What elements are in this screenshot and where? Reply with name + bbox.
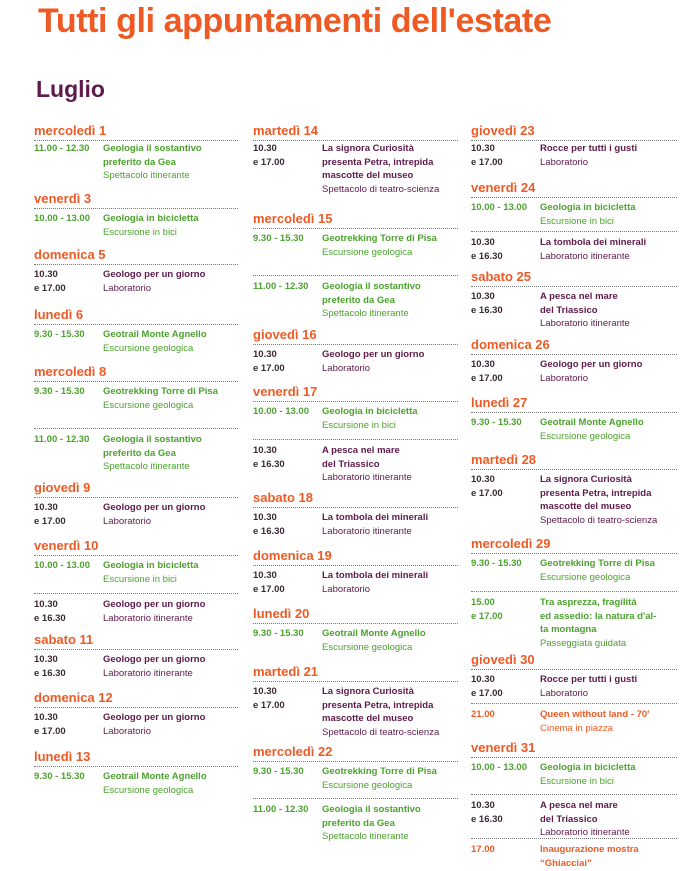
event-type: Escursione in bici bbox=[322, 419, 396, 431]
day-heading: martedì 21 bbox=[253, 665, 458, 682]
event-time: 10.30 e 17.00 bbox=[34, 712, 66, 737]
event-type: Laboratorio bbox=[322, 362, 371, 374]
event-time: 11.00 - 12.30 bbox=[34, 434, 90, 445]
day-venerdi-24 bbox=[471, 180, 677, 262]
event-entry bbox=[471, 231, 677, 262]
event-entry bbox=[34, 593, 238, 624]
event-time: 10.30 e 17.00 bbox=[471, 674, 503, 699]
day-heading: lunedì 20 bbox=[253, 607, 458, 624]
event-time: 10.30 e 17.00 bbox=[253, 349, 285, 374]
event-type: Escursione geologica bbox=[103, 342, 194, 354]
event-title: Geologia in bicicletta bbox=[103, 213, 199, 224]
event-time: 10.30 e 17.00 bbox=[34, 269, 66, 294]
day-domenica-26 bbox=[471, 337, 677, 384]
day-heading: mercoledì 15 bbox=[253, 212, 458, 229]
event-time: 10.30 e 16.30 bbox=[471, 237, 503, 262]
day-domenica-19 bbox=[253, 548, 458, 595]
event-type: Laboratorio bbox=[103, 282, 152, 294]
event-title: Queen without land - 70' bbox=[540, 709, 650, 720]
event-title: Geologia il sostantivo preferito da Gea bbox=[103, 143, 202, 168]
event-entry bbox=[253, 798, 458, 842]
event-type: Laboratorio bbox=[322, 583, 371, 595]
event-title: Geotrail Monte Agnello bbox=[322, 628, 426, 639]
event-title: Geotrekking Torre di Pisa bbox=[103, 386, 218, 397]
day-heading: sabato 18 bbox=[253, 491, 458, 508]
day-lunedi-27 bbox=[471, 395, 677, 442]
day-heading: martedì 28 bbox=[471, 453, 677, 470]
event-type: Spettacolo itinerante bbox=[103, 461, 190, 472]
event-time: 10.30 e 17.00 bbox=[253, 143, 285, 168]
event-type: Spettacolo itinerante bbox=[322, 831, 409, 842]
event-entry bbox=[34, 428, 238, 472]
event-title: Geotrekking Torre di Pisa bbox=[322, 766, 437, 777]
day-lunedi-13 bbox=[34, 749, 238, 796]
page-title: Tutti gli appuntamenti dell'estate bbox=[38, 2, 552, 40]
event-type: Laboratorio itinerante bbox=[540, 827, 630, 838]
event-type: Laboratorio bbox=[540, 156, 589, 168]
event-type: Laboratorio itinerante bbox=[103, 667, 193, 679]
event-time: 9.30 - 15.30 bbox=[34, 771, 85, 782]
event-type: Laboratorio bbox=[103, 725, 152, 737]
event-time: 9.30 - 15.30 bbox=[471, 417, 522, 428]
event-title: Geologo per un giorno bbox=[103, 502, 206, 513]
day-mercoledi-29 bbox=[471, 536, 677, 649]
event-type: Spettacolo di teatro-scienza bbox=[540, 514, 658, 526]
day-venerdi-17 bbox=[253, 384, 458, 483]
event-title: Geologo per un giorno bbox=[540, 359, 643, 370]
event-title: Geologo per un giorno bbox=[322, 349, 425, 360]
day-heading: mercoledì 1 bbox=[34, 124, 238, 141]
day-giovedi-30 bbox=[471, 652, 677, 734]
event-type: Escursione geologica bbox=[103, 784, 194, 796]
event-type: Spettacolo di teatro-scienza bbox=[322, 726, 440, 738]
day-heading: mercoledì 29 bbox=[471, 537, 677, 554]
day-heading: domenica 5 bbox=[34, 248, 238, 265]
event-time: 10.30 e 17.00 bbox=[34, 502, 66, 527]
day-mercoledi-22 bbox=[253, 744, 458, 842]
day-martedi-14 bbox=[253, 123, 458, 195]
event-title: La tombola dei minerali bbox=[540, 237, 647, 248]
day-heading: martedì 14 bbox=[253, 124, 458, 141]
event-time: 10.30 e 17.00 bbox=[471, 359, 503, 384]
event-title: Geologia il sostantivo preferito da Gea bbox=[322, 281, 421, 306]
event-title: Geotrail Monte Agnello bbox=[103, 329, 207, 340]
day-sabato-18 bbox=[253, 490, 458, 537]
event-time: 10.30 e 17.00 bbox=[253, 686, 285, 711]
day-heading: venerdì 3 bbox=[34, 192, 238, 209]
event-type: Passeggiata guidata bbox=[540, 637, 627, 649]
day-lunedi-6 bbox=[34, 307, 238, 354]
month-heading: Luglio bbox=[36, 76, 105, 102]
event-title: Geologo per un giorno bbox=[103, 599, 206, 610]
event-time: 9.30 - 15.30 bbox=[34, 386, 85, 397]
event-title: La signora Curiosità presenta Petra, intrepida mascotte del museo bbox=[322, 686, 434, 724]
event-title: Geotrekking Torre di Pisa bbox=[322, 233, 437, 244]
event-type: Escursione geologica bbox=[103, 399, 194, 411]
event-type: Laboratorio itinerante bbox=[322, 472, 412, 483]
day-heading: mercoledì 22 bbox=[253, 745, 458, 762]
day-mercoledi-1 bbox=[34, 123, 238, 181]
event-title: Geologia in bicicletta bbox=[103, 560, 199, 571]
event-title: Geologia in bicicletta bbox=[322, 406, 418, 417]
event-type: Escursione in bici bbox=[540, 775, 614, 787]
event-title: Geotrail Monte Agnello bbox=[540, 417, 644, 428]
day-heading: sabato 25 bbox=[471, 270, 677, 287]
event-title: Geologo per un giorno bbox=[103, 654, 206, 665]
day-heading: venerdì 24 bbox=[471, 181, 677, 198]
day-venerdi-3 bbox=[34, 191, 238, 238]
day-lunedi-20 bbox=[253, 606, 458, 653]
event-time: 10.30 e 17.00 bbox=[471, 143, 503, 168]
day-heading: giovedì 9 bbox=[34, 481, 238, 498]
event-time: 11.00 - 12.30 bbox=[253, 804, 309, 815]
event-entry bbox=[471, 703, 677, 734]
event-type: Laboratorio itinerante bbox=[322, 525, 412, 537]
day-sabato-11 bbox=[34, 632, 238, 679]
event-time: 10.00 - 13.00 bbox=[34, 213, 90, 224]
event-title: A pesca nel mare del Triassico bbox=[540, 800, 618, 825]
event-title: Geotrekking Torre di Pisa bbox=[540, 558, 655, 569]
event-time: 10.30 e 16.30 bbox=[253, 512, 285, 537]
event-entry bbox=[253, 439, 458, 483]
day-sabato-25 bbox=[471, 269, 677, 329]
event-type: Spettacolo itinerante bbox=[103, 170, 190, 181]
day-domenica-5 bbox=[34, 247, 238, 294]
event-type: Escursione in bici bbox=[103, 573, 177, 585]
event-type: Escursione geologica bbox=[540, 430, 631, 442]
event-type: Escursione geologica bbox=[322, 246, 413, 258]
event-time: 17.00 bbox=[471, 844, 495, 855]
event-title: Geologia in bicicletta bbox=[540, 202, 636, 213]
day-heading: giovedì 30 bbox=[471, 653, 677, 670]
day-martedi-21 bbox=[253, 664, 458, 738]
day-venerdi-31 bbox=[471, 740, 677, 869]
day-heading: lunedì 6 bbox=[34, 308, 238, 325]
day-mercoledi-8 bbox=[34, 364, 238, 472]
event-title: La tombola dei minerali bbox=[322, 570, 429, 581]
event-time: 10.00 - 13.00 bbox=[253, 406, 309, 417]
event-type: Cinema in piazza bbox=[540, 722, 613, 734]
day-giovedi-16 bbox=[253, 327, 458, 374]
event-type: Escursione in bici bbox=[540, 215, 614, 227]
day-heading: giovedì 23 bbox=[471, 124, 677, 141]
day-venerdi-10 bbox=[34, 538, 238, 624]
day-giovedi-23 bbox=[471, 123, 677, 168]
event-time: 10.00 - 13.00 bbox=[34, 560, 90, 571]
event-title: La signora Curiosità presenta Petra, intrepida mascotte del museo bbox=[322, 143, 434, 181]
event-entry bbox=[471, 838, 677, 869]
event-type: Spettacolo itinerante bbox=[322, 308, 409, 319]
event-title: Geologia il sostantivo preferito da Gea bbox=[322, 804, 421, 829]
event-time: 10.30 e 16.30 bbox=[253, 445, 285, 470]
event-entry bbox=[471, 591, 677, 649]
event-type: Escursione geologica bbox=[540, 571, 631, 583]
day-heading: giovedì 16 bbox=[253, 328, 458, 345]
event-title: Tra asprezza, fragilità ed assedio: la natura d'al- ta montagna bbox=[540, 597, 657, 635]
event-time: 10.30 e 16.30 bbox=[34, 654, 66, 679]
day-domenica-12 bbox=[34, 690, 238, 737]
event-title: Inaugurazione mostra “Ghiacciai” bbox=[540, 844, 639, 869]
event-type: Escursione in bici bbox=[103, 226, 177, 238]
event-title: La signora Curiosità presenta Petra, intrepida mascotte del museo bbox=[540, 474, 652, 512]
event-entry bbox=[253, 275, 458, 319]
event-time: 9.30 - 15.30 bbox=[471, 558, 522, 569]
day-heading: venerdì 10 bbox=[34, 539, 238, 556]
event-title: Geologo per un giorno bbox=[103, 269, 206, 280]
event-time: 10.00 - 13.00 bbox=[471, 762, 527, 773]
event-time: 10.30 e 16.30 bbox=[34, 599, 66, 624]
event-time: 9.30 - 15.30 bbox=[253, 233, 304, 244]
event-title: A pesca nel mare del Triassico bbox=[322, 445, 400, 470]
event-time: 9.30 - 15.30 bbox=[34, 329, 85, 340]
event-time: 9.30 - 15.30 bbox=[253, 628, 304, 639]
event-title: Geotrail Monte Agnello bbox=[103, 771, 207, 782]
event-type: Laboratorio itinerante bbox=[540, 318, 630, 329]
event-title: A pesca nel mare del Triassico bbox=[540, 291, 618, 316]
event-time: 15.00 e 17.00 bbox=[471, 597, 503, 622]
day-martedi-28 bbox=[471, 452, 677, 526]
event-title: Geologia in bicicletta bbox=[540, 762, 636, 773]
day-heading: venerdì 31 bbox=[471, 741, 677, 758]
day-heading: domenica 19 bbox=[253, 549, 458, 566]
event-type: Spettacolo di teatro-scienza bbox=[322, 183, 440, 195]
event-type: Escursione geologica bbox=[322, 641, 413, 653]
day-heading: sabato 11 bbox=[34, 633, 238, 650]
day-heading: domenica 12 bbox=[34, 691, 238, 708]
event-type: Laboratorio bbox=[540, 372, 589, 384]
day-heading: lunedì 13 bbox=[34, 750, 238, 767]
day-giovedi-9 bbox=[34, 480, 238, 527]
event-time: 10.00 - 13.00 bbox=[471, 202, 527, 213]
event-time: 10.30 e 16.30 bbox=[471, 800, 503, 825]
event-type: Laboratorio itinerante bbox=[103, 612, 193, 624]
event-entry bbox=[471, 794, 677, 838]
event-time: 10.30 e 16.30 bbox=[471, 291, 503, 316]
event-time: 10.30 e 17.00 bbox=[471, 474, 503, 499]
day-heading: venerdì 17 bbox=[253, 385, 458, 402]
event-time: 21.00 bbox=[471, 709, 495, 720]
day-mercoledi-15 bbox=[253, 211, 458, 319]
event-title: Geologia il sostantivo preferito da Gea bbox=[103, 434, 202, 459]
event-title: Geologo per un giorno bbox=[103, 712, 206, 723]
event-type: Laboratorio bbox=[103, 515, 152, 527]
event-title: Rocce per tutti i gusti bbox=[540, 143, 638, 154]
event-type: Escursione geologica bbox=[322, 779, 413, 791]
event-time: 10.30 e 17.00 bbox=[253, 570, 285, 595]
day-heading: domenica 26 bbox=[471, 338, 677, 355]
event-type: Laboratorio itinerante bbox=[540, 250, 630, 262]
event-time: 11.00 - 12.30 bbox=[34, 143, 90, 154]
event-time: 11.00 - 12.30 bbox=[253, 281, 309, 292]
day-heading: lunedì 27 bbox=[471, 396, 677, 413]
event-title: Rocce per tutti i gusti bbox=[540, 674, 638, 685]
event-time: 9.30 - 15.30 bbox=[253, 766, 304, 777]
event-type: Laboratorio bbox=[540, 687, 589, 699]
day-heading: mercoledì 8 bbox=[34, 365, 238, 382]
event-title: La tombola dei minerali bbox=[322, 512, 429, 523]
